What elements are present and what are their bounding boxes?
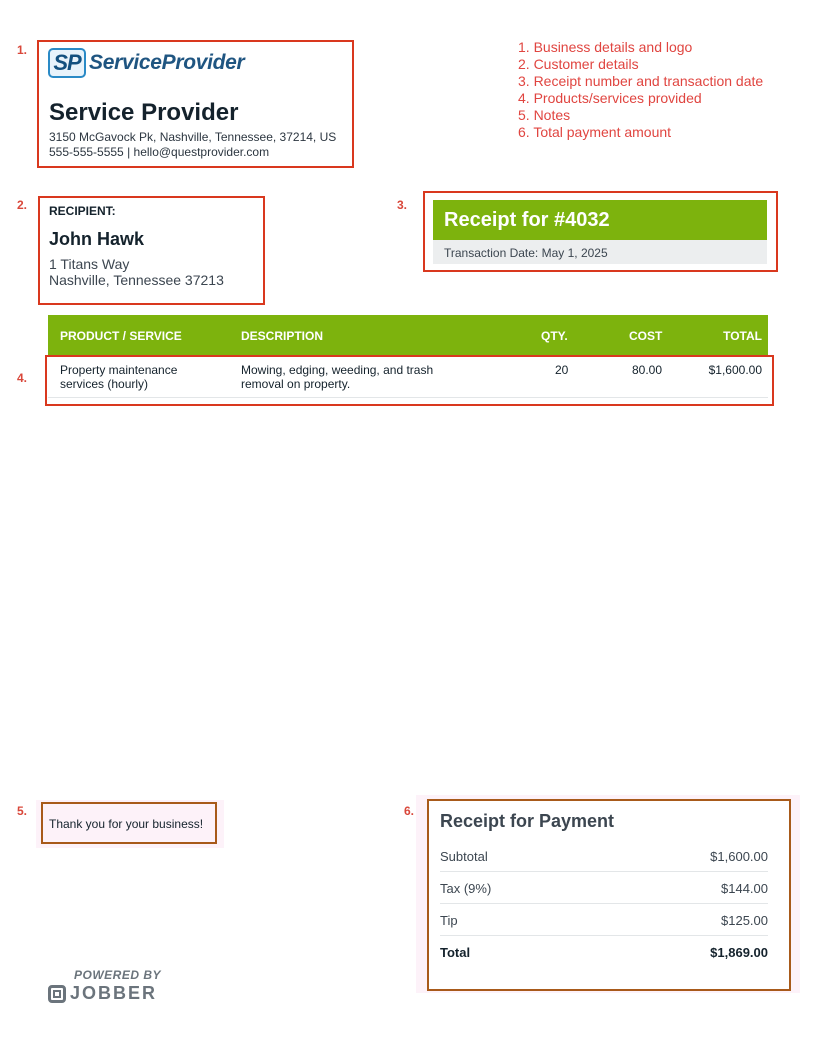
payment-value: $125.00 xyxy=(721,913,768,928)
jobber-wordmark: JOBBER xyxy=(70,983,158,1003)
payment-label: Subtotal xyxy=(440,849,488,864)
column-header-total: TOTAL xyxy=(723,329,762,343)
recipient-name: John Hawk xyxy=(49,229,145,249)
column-header-qty: QTY. xyxy=(541,329,568,343)
legend-item: 1. Business details and logo xyxy=(518,39,693,55)
product-line: Property maintenance xyxy=(60,363,178,377)
business-contact: 555-555-5555 | hello@questprovider.com xyxy=(49,145,270,159)
annotation-box-payment xyxy=(427,799,791,991)
product-line: services (hourly) xyxy=(60,377,149,391)
column-header-product: PRODUCT / SERVICE xyxy=(60,329,182,343)
annotation-box-business xyxy=(37,40,354,168)
payment-value: $144.00 xyxy=(721,881,768,896)
section-marker-4: 4. xyxy=(17,371,28,385)
recipient-street: 1 Titans Way xyxy=(49,256,130,272)
legend-item: 2. Customer details xyxy=(518,56,639,72)
recipient-city: Nashville, Tennessee 37213 xyxy=(49,272,224,288)
legend-item: 5. Notes xyxy=(518,107,571,123)
annotation-box-receipt xyxy=(423,191,778,272)
cost-cell: 80.00 xyxy=(632,363,663,377)
annotation-box-notes xyxy=(41,802,217,844)
logo-wordmark: ServiceProvider xyxy=(89,51,245,74)
qty-cell: 20 xyxy=(555,363,569,377)
legend-item: 4. Products/services provided xyxy=(518,90,702,106)
business-name: Service Provider xyxy=(49,99,239,126)
description-line: Mowing, edging, weeding, and trash xyxy=(241,363,434,377)
payment-value: $1,869.00 xyxy=(710,945,768,960)
annotation-box-products xyxy=(45,355,774,406)
total-cell: $1,600.00 xyxy=(708,363,762,377)
section-marker-3: 3. xyxy=(397,198,408,212)
notes-text: Thank you for your business! xyxy=(49,817,204,831)
legend-item: 3. Receipt number and transaction date xyxy=(518,73,764,89)
column-header-cost: COST xyxy=(629,329,663,343)
section-marker-2: 2. xyxy=(17,198,28,212)
column-header-description: DESCRIPTION xyxy=(241,329,324,343)
section-marker-1: 1. xyxy=(17,43,28,57)
legend-item: 6. Total payment amount xyxy=(518,124,672,140)
business-address: 3150 McGavock Pk, Nashville, Tennessee, 37214, US xyxy=(49,130,337,144)
section-marker-6: 6. xyxy=(404,804,415,818)
payment-label: Total xyxy=(440,945,471,960)
jobber-logo-icon-inner xyxy=(53,990,61,998)
table-header xyxy=(48,315,768,355)
annotation-legend xyxy=(518,39,763,141)
receipt-title: Receipt for #4032 xyxy=(433,200,767,240)
description-line: removal on property. xyxy=(241,377,351,391)
powered-by-label: POWERED BY xyxy=(74,968,162,982)
logo-badge: SP xyxy=(48,48,86,78)
payment-label: Tax (9%) xyxy=(440,881,492,896)
section-marker-5: 5. xyxy=(17,804,28,818)
payment-value: $1,600.00 xyxy=(710,849,768,864)
annotation-box-recipient xyxy=(38,196,265,305)
recipient-label: RECIPIENT: xyxy=(49,204,116,218)
transaction-date: Transaction Date: May 1, 2025 xyxy=(433,240,767,264)
payment-title: Receipt for Payment xyxy=(440,811,615,831)
payment-label: Tip xyxy=(440,913,458,928)
